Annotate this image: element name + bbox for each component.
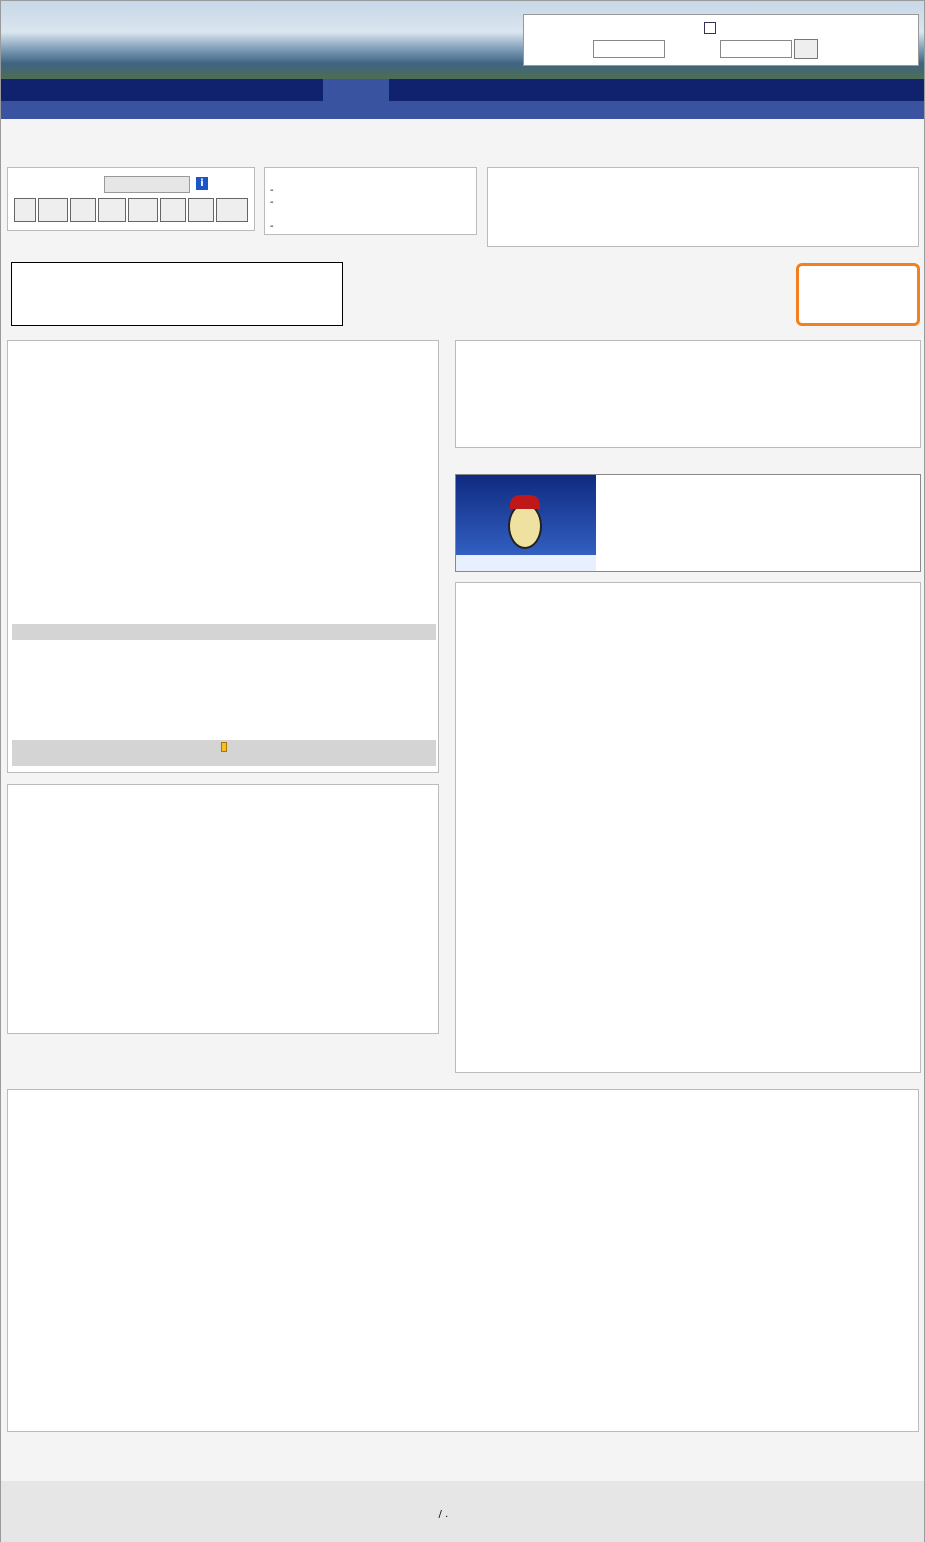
quickjump-buttons bbox=[12, 198, 252, 224]
main-nav bbox=[1, 79, 924, 101]
qj-mapplace-button[interactable] bbox=[216, 198, 248, 222]
login-box bbox=[523, 14, 919, 66]
ad-text bbox=[347, 265, 787, 275]
older-caches-bar bbox=[12, 624, 436, 640]
intro-box: - - - bbox=[264, 167, 477, 235]
welcome-box bbox=[487, 167, 919, 247]
qj-info-button[interactable] bbox=[14, 198, 36, 222]
xmas-snow bbox=[456, 555, 596, 572]
what-is-box bbox=[7, 784, 439, 1034]
xmas-ad[interactable] bbox=[455, 474, 921, 572]
cache-legend bbox=[12, 740, 436, 766]
qj-map-button[interactable] bbox=[38, 198, 68, 222]
quickjump-input[interactable] bbox=[104, 176, 190, 193]
newest-caches-box bbox=[7, 340, 439, 773]
qj-google-button[interactable] bbox=[188, 198, 214, 222]
qj-com-cache-button[interactable] bbox=[98, 198, 126, 222]
tampere-ad[interactable] bbox=[796, 263, 920, 326]
password-input[interactable] bbox=[720, 40, 792, 58]
remember-checkbox[interactable] bbox=[704, 22, 716, 34]
qj-com-user-button[interactable] bbox=[128, 198, 158, 222]
events-box bbox=[455, 340, 921, 448]
xmas-card-text bbox=[461, 474, 579, 489]
xmas-card-image bbox=[456, 475, 596, 572]
sub-nav bbox=[1, 101, 924, 119]
news-box bbox=[7, 1089, 919, 1432]
xmas-hat bbox=[510, 495, 540, 509]
login-ok-button[interactable] bbox=[794, 39, 818, 59]
premium-icon bbox=[221, 742, 227, 752]
quickjump-box bbox=[7, 167, 255, 231]
vote-banner[interactable] bbox=[11, 262, 343, 326]
username-input[interactable] bbox=[593, 40, 665, 58]
info-icon[interactable]: i bbox=[196, 177, 208, 190]
footer-bar: / . bbox=[1, 1481, 924, 1542]
qj-list-button[interactable] bbox=[70, 198, 96, 222]
qj-com-tb-button[interactable] bbox=[160, 198, 186, 222]
xmas-character bbox=[508, 503, 542, 549]
header-banner bbox=[1, 1, 924, 79]
discussion-box bbox=[455, 582, 921, 1073]
main-nav-selected-bg bbox=[323, 79, 389, 101]
